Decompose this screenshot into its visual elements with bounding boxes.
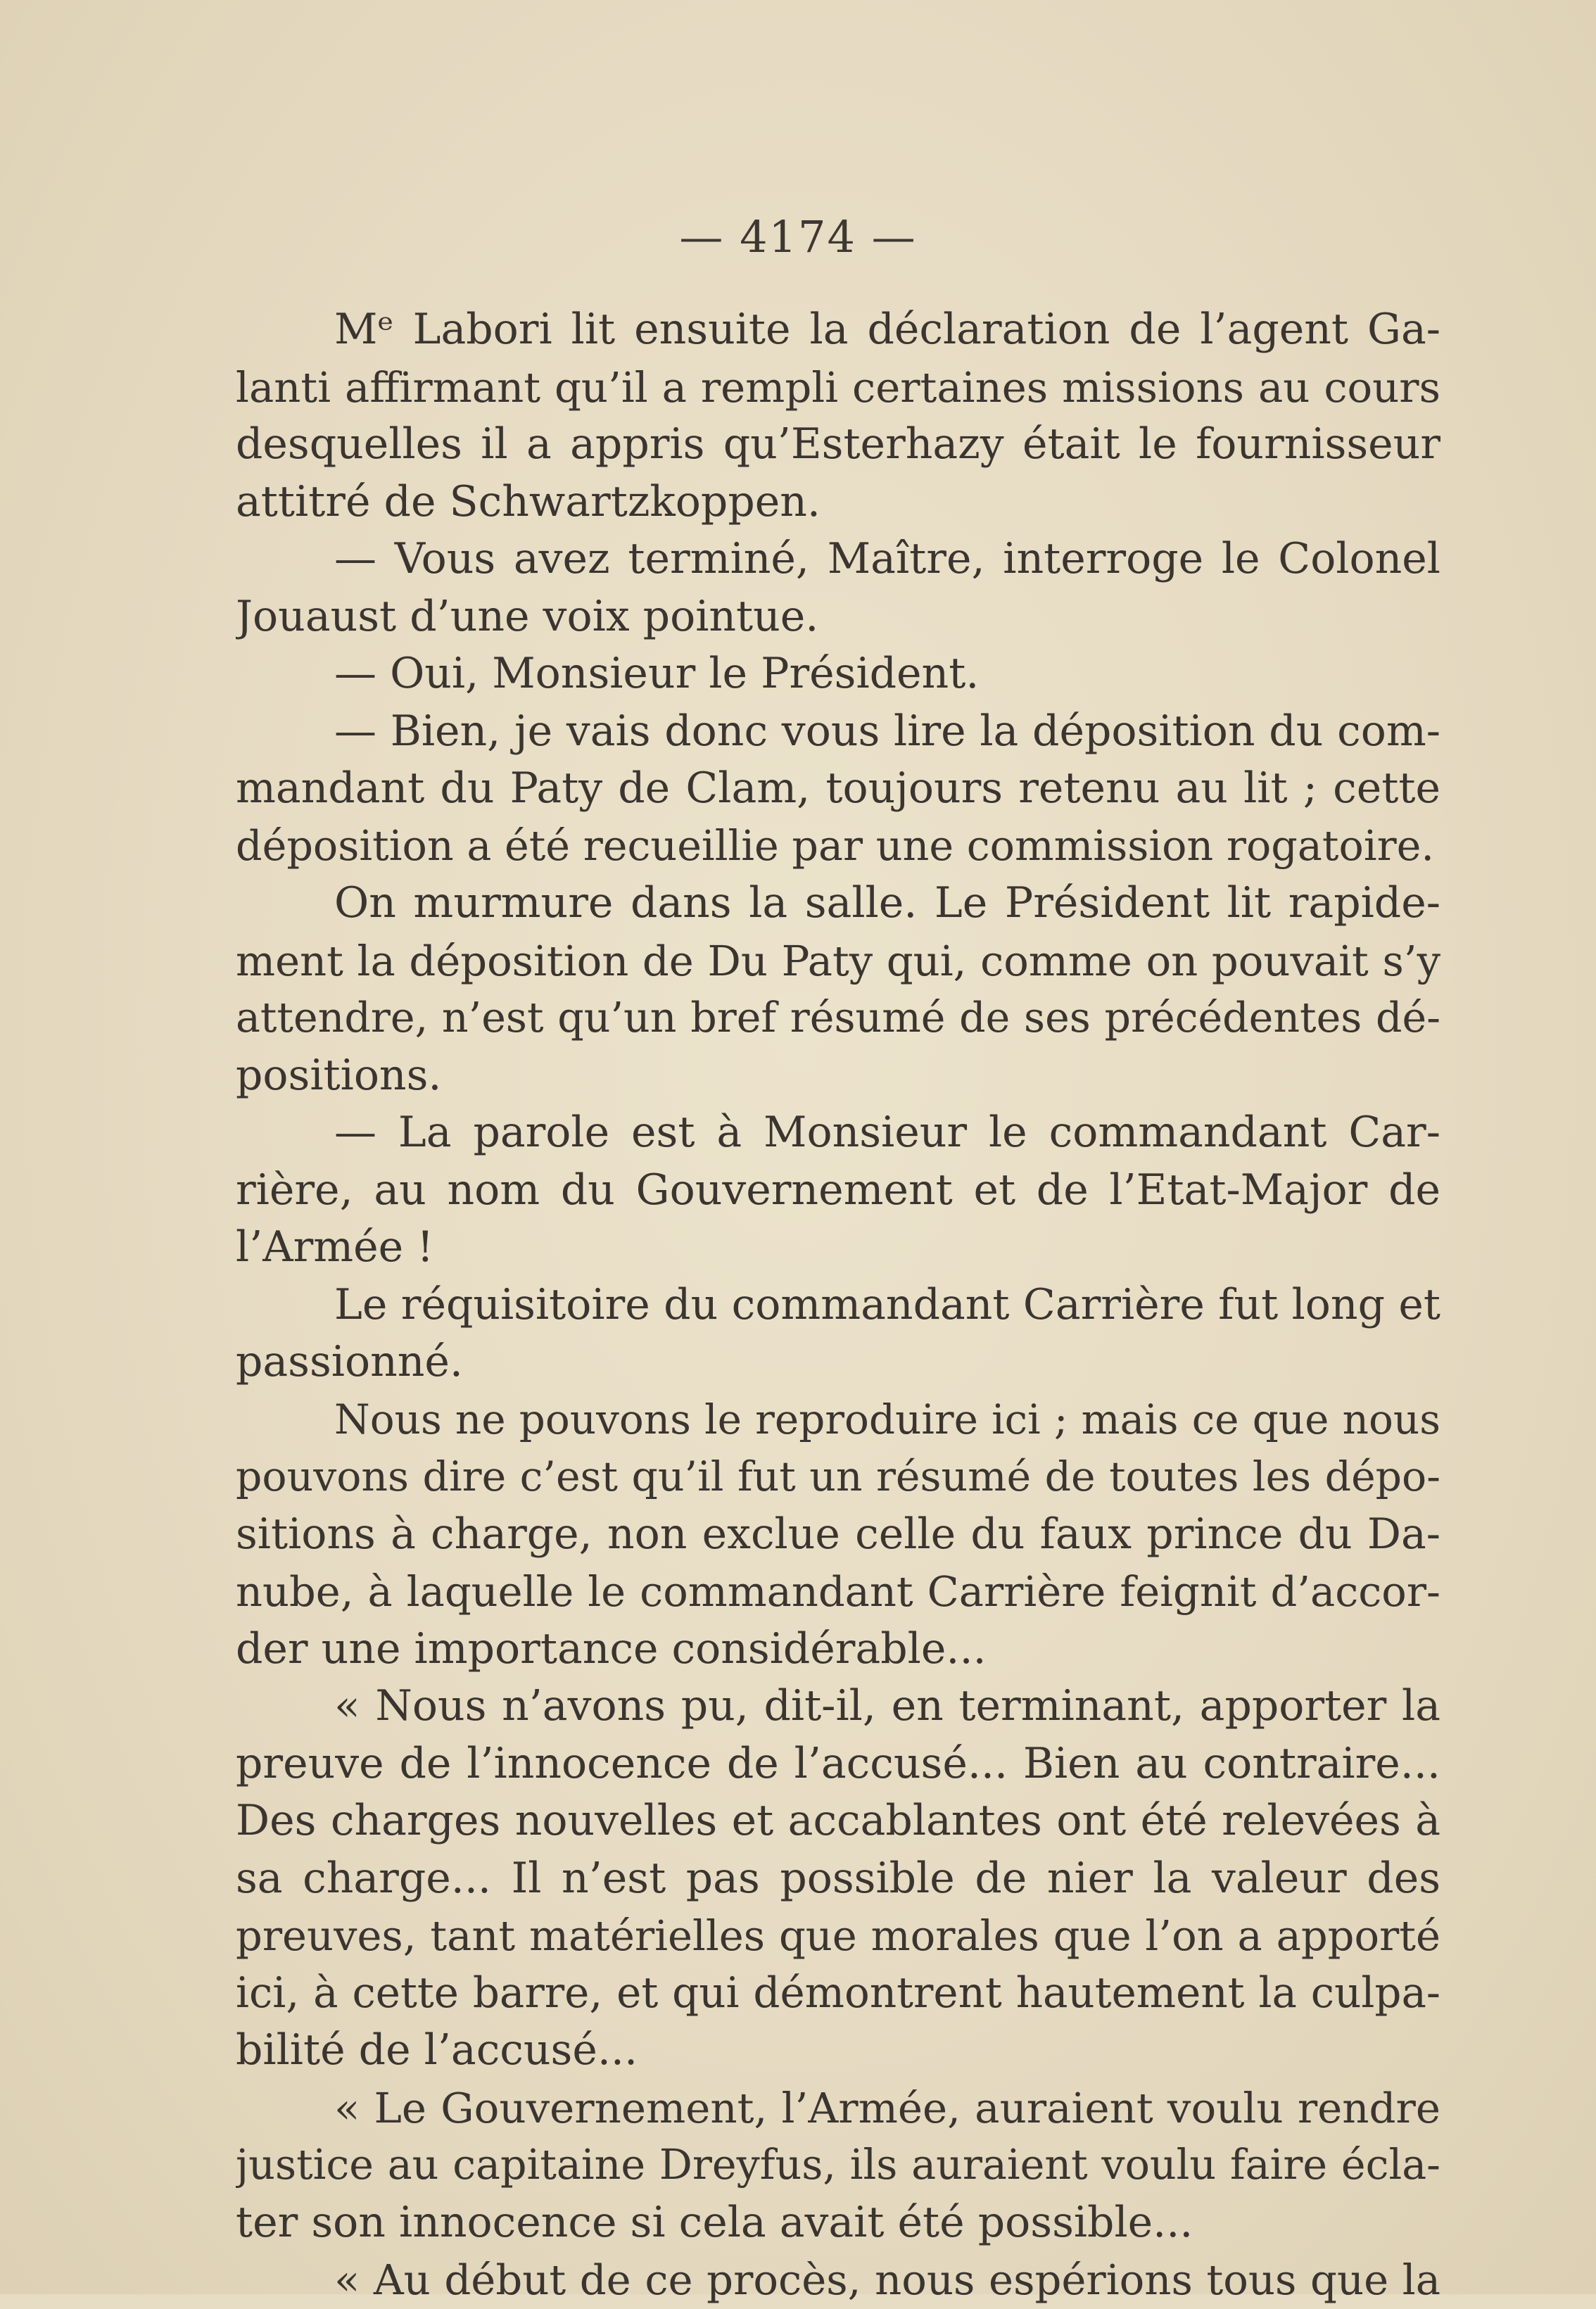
text-line: passionné. [236,1337,463,1386]
text-line: ment la déposition de Du Paty qui, comme on pouvait s’y [236,936,1440,985]
text-line: « Le Gouvernement, l’Armée, auraient voulu rendre [334,2083,1440,2132]
text-line: ter son innocence si cela avait été possible... [236,2197,1193,2247]
text-line: — Bien, je vais donc vous lire la déposition du com- [334,706,1440,756]
text-line: Jouaust d’une voix pointue. [236,591,819,641]
text-line: attitré de Schwartzkoppen. [236,476,821,526]
text-line: l’Armée ! [236,1222,434,1272]
text-line: déposition a été recueillie par une commission rogatoire. [236,821,1435,870]
text-line: der une importance considérable... [236,1624,987,1674]
text-line: bilité de l’accusé... [236,2025,638,2075]
text-line: On murmure dans la salle. Le Président lit rapide- [334,878,1440,928]
text-line: — La parole est à Monsieur le commandant Car- [334,1108,1440,1157]
text-line: Le réquisitoire du commandant Carrière fut long et [334,1279,1440,1329]
text-line: preuves, tant matérielles que morales que l’on a apporté [236,1911,1440,1960]
text-line: Des charges nouvelles et accablantes ont été relevées à [236,1796,1440,1845]
text-line: — Vous avez terminé, Maître, interroge le Colonel [334,534,1440,583]
text-line: Mᵉ Labori lit ensuite la déclaration de l’agent Ga- [334,305,1440,354]
text-line: sitions à charge, non exclue celle du faux prince du Da- [236,1509,1440,1559]
text-line: desquelles il a appris qu’Esterhazy était le fournisseur [236,419,1440,469]
text-line: Nous ne pouvons le reproduire ici ; mais ce que nous [334,1395,1440,1443]
text-line: pouvons dire c’est qu’il fut un résumé de toutes les dépo- [236,1453,1440,1500]
text-line: preuve de l’innocence de l’accusé... Bien au contraire... [236,1738,1440,1788]
text-line: rière, au nom du Gouvernement et de l’Etat-Major de [236,1165,1440,1215]
text-line: nube, à laquelle le commandant Carrière feignit d’accor- [236,1567,1440,1616]
text-line: « Au début de ce procès, nous espérions tous que la [334,2256,1440,2304]
text-line: — Oui, Monsieur le Président. [334,649,980,698]
text-line: attendre, n’est qu’un bref résumé de ses précédentes dé- [236,994,1440,1042]
text-line: lanti affirmant qu’il a rempli certaines missions au cours [236,362,1440,412]
text-line: sa charge... Il n’est pas possible de nier la valeur des [236,1853,1440,1903]
body-text [236,301,1440,2309]
text-line: « Nous n’avons pu, dit-il, en terminant, apporter la [334,1681,1440,1731]
text-line: mandant du Paty de Clam, toujours retenu au lit ; cette [236,764,1440,813]
text-line: positions. [236,1050,442,1100]
text-line: justice au capitaine Dreyfus, ils auraient voulu faire écla- [236,2141,1440,2189]
page-number: — 4174 — [679,211,917,262]
text-line: ici, à cette barre, et qui démontrent hautement la culpa- [236,1968,1440,2018]
